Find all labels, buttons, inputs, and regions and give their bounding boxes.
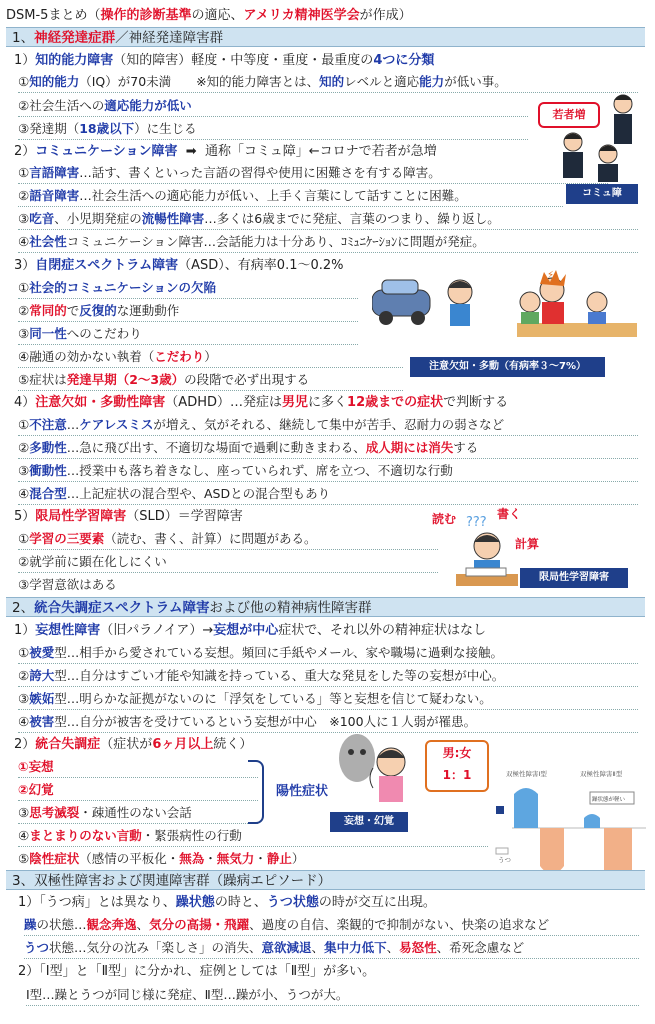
s2-p2-item-5: ⑤陰性症状（感情の平板化・無為・無気力・静止）	[18, 851, 305, 866]
ratio-value: 1：1	[442, 768, 472, 782]
graph-title-2: 双極性障害Ⅱ型	[580, 770, 623, 778]
s1-p4-heading: 4）注意欠如・多動性障害（ADHD）…発症は男児に多く12歳までの症状で判断する	[14, 395, 509, 410]
s1-p2-heading: 2）コミュニケーション障害 ➡ 通称「コミュ障」←コロナで若者が急増	[14, 144, 437, 159]
s2-p2-item-4: ④まとまりのない言動・緊張病性の行動	[18, 826, 488, 847]
gender-ratio-bubble	[425, 740, 489, 792]
s1-p5-item-1: ①学習の三要素（読む、書く、計算）に問題がある。	[18, 529, 438, 550]
s1-p2-item-1: ①言語障害…話す、書くといった言語の習得や使用に困難さを有する障害。	[18, 163, 608, 184]
sld-calc: 計算	[515, 537, 540, 551]
section-1-header: 1、神経発達症群／神経発達障害群	[6, 27, 645, 47]
sld-read: 読む	[432, 512, 457, 526]
section-3-header: 3、双極性障害および関連障害群（躁病エピソード）	[6, 870, 645, 890]
s1-p5-heading: 5）限局性学習障害（SLD）＝学習障害	[14, 509, 243, 524]
s3-depression-row: うつ状態…気分の沈み「楽しさ」の消失、意欲減退、集中力低下、易怒性、希死念慮など	[24, 938, 639, 959]
sld-write: 書く	[497, 507, 522, 521]
s2-p2-item-3: ③思考滅裂・疎通性のない会話	[18, 803, 258, 824]
svg-text:⚡: ⚡	[547, 270, 555, 281]
s2-p1-item-3: ③嫉妬型…明らかな証拠がないのに「浮気をしている」等と妄想を信じて疑わない。	[18, 689, 638, 710]
s2-p1-item-2: ②誇大型…自分はすごい才能や知識を持っている、重大な発見をした等の妄想が中心。	[18, 666, 638, 687]
s2-p2-item-1: ①妄想	[18, 757, 258, 778]
s3-p2-heading: 2）「Ⅰ型」と「Ⅱ型」に分かれ、症例としては「Ⅱ型」が多い。	[18, 964, 376, 979]
sld-label: 限局性学習障害	[520, 568, 628, 588]
komyu-label: コミュ障	[566, 184, 638, 204]
s1-p2-item-2: ②語音障害…社会生活への適応能力が低い、上手く言葉にして話すことに困難。	[18, 186, 563, 207]
s1-p1-item-1: ①知的能力（IQ）が70未満 ※知的能力障害とは、知的レベルと適応能力が低い事。	[18, 72, 638, 93]
s1-p5-item-3: ③学習意欲はある	[18, 577, 117, 592]
s1-p3-heading: 3）自閉症スペクトラム障害（ASD）、有病率0.1～0.2%	[14, 258, 344, 273]
s3-mania-row: 躁の状態…観念奔逸、気分の高揚・飛躍、過度の自信、楽観的で抑制がない、快楽の追求など	[24, 915, 639, 936]
studying-child-illustration	[452, 514, 522, 590]
s1-p3-item-5: ⑤症状は発達早期（2～3歳）の段階で必ず出現する	[18, 370, 403, 391]
graph-utsu: うつ	[498, 856, 511, 864]
s1-p1-item-3: ③発達期（18歳以下）に生じる	[18, 119, 528, 140]
s1-p4-item-4: ④混合型…上記症状の混合型や、ASDとの混合型もあり	[18, 484, 638, 505]
s2-p2-heading: 2）統合失調症（症状が6ヶ月以上続く）	[14, 737, 253, 752]
hallucination-illustration	[335, 728, 417, 810]
page-title: DSM-5まとめ（操作的診断基準の適応、アメリカ精神医学会が作成）	[6, 8, 412, 23]
s3-p1-heading: 1）「うつ病」とは異なり、躁状態の時と、うつ状態の時が交互に出現。	[18, 895, 436, 910]
s1-p2-item-4: ④社会性コミュニケーション障害…会話能力は十分あり、ｺﾐｭﾆｹｰｼｮﾝに問題が発症。	[18, 232, 638, 253]
s1-p3-item-4: ④融通の効かない執着（こだわり）	[18, 347, 403, 368]
s1-p4-item-1: ①不注意…ケアレスミスが増え、気がそれる、継続して集中が苦手、忍耐力の弱さなど	[18, 415, 638, 436]
s2-p2-item-2: ②幻覚	[18, 780, 258, 801]
s2-p1-item-4: ④被害型…自分が被害を受けているという妄想が中心 ※100人に１人弱が罹患。	[18, 712, 638, 733]
young-increase-label: 若者増	[538, 102, 600, 128]
s1-p3-item-3: ③同一性へのこだわり	[18, 324, 358, 345]
s3-type-row: Ⅰ型…躁とうつが同じ様に発症、Ⅱ型…躁が小、うつが大。	[26, 985, 639, 1006]
s1-p2-item-3: ③吃音、小児期発症の流暢性障害…多くは6歳までに発症、言葉のつまり、繰り返し。	[18, 209, 638, 230]
hallucination-label: 妄想・幻覚	[330, 812, 408, 832]
s1-p1-item-2: ②社会生活への適応能力が低い	[18, 96, 528, 117]
s2-p1-item-1: ①被愛型…相手から愛されている妄想。頻回に手紙やメール、家や職場に過剰な接触。	[18, 643, 638, 664]
positive-symptoms-label: 陽性症状	[276, 784, 329, 799]
ratio-label: 男:女	[442, 746, 472, 760]
s1-p4-item-2: ②多動性…急に飛び出す、不適切な場面で過剰に動きまわる、成人期には消失する	[18, 438, 638, 459]
s1-p3-item-2: ②常同的で反復的な運動動作	[18, 301, 358, 322]
s1-p5-item-2: ②就学前に顕在化しにくい	[18, 552, 438, 573]
s2-p1-heading: 1）妄想性障害（旧パラノイア）→妄想が中心症状で、それ以外の精神症状はなし	[14, 623, 487, 638]
adhd-illustration	[372, 268, 640, 354]
graph-title-1: 双極性障害Ⅰ型	[506, 770, 547, 778]
s1-p3-item-1: ①社会的コミュニケーションの欠陥	[18, 278, 358, 299]
positive-symptoms-bracket	[248, 760, 264, 824]
adhd-label: 注意欠如・多動（有病率３～7%）	[410, 357, 605, 377]
s1-p4-item-3: ③衝動性…授業中も落ち着きなし、座っていられず、席を立つ、不適切な行動	[18, 461, 638, 482]
svg-text:???: ???	[466, 515, 487, 530]
section-2-header: 2、統合失調症スペクトラム障害および他の精神病性障害群	[6, 597, 645, 617]
s1-p1-heading: 1）知的能力障害（知的障害）軽度・中等度・重度・最重度の4つに分類	[14, 53, 435, 68]
graph-note: 躁状態が軽い	[592, 797, 626, 803]
